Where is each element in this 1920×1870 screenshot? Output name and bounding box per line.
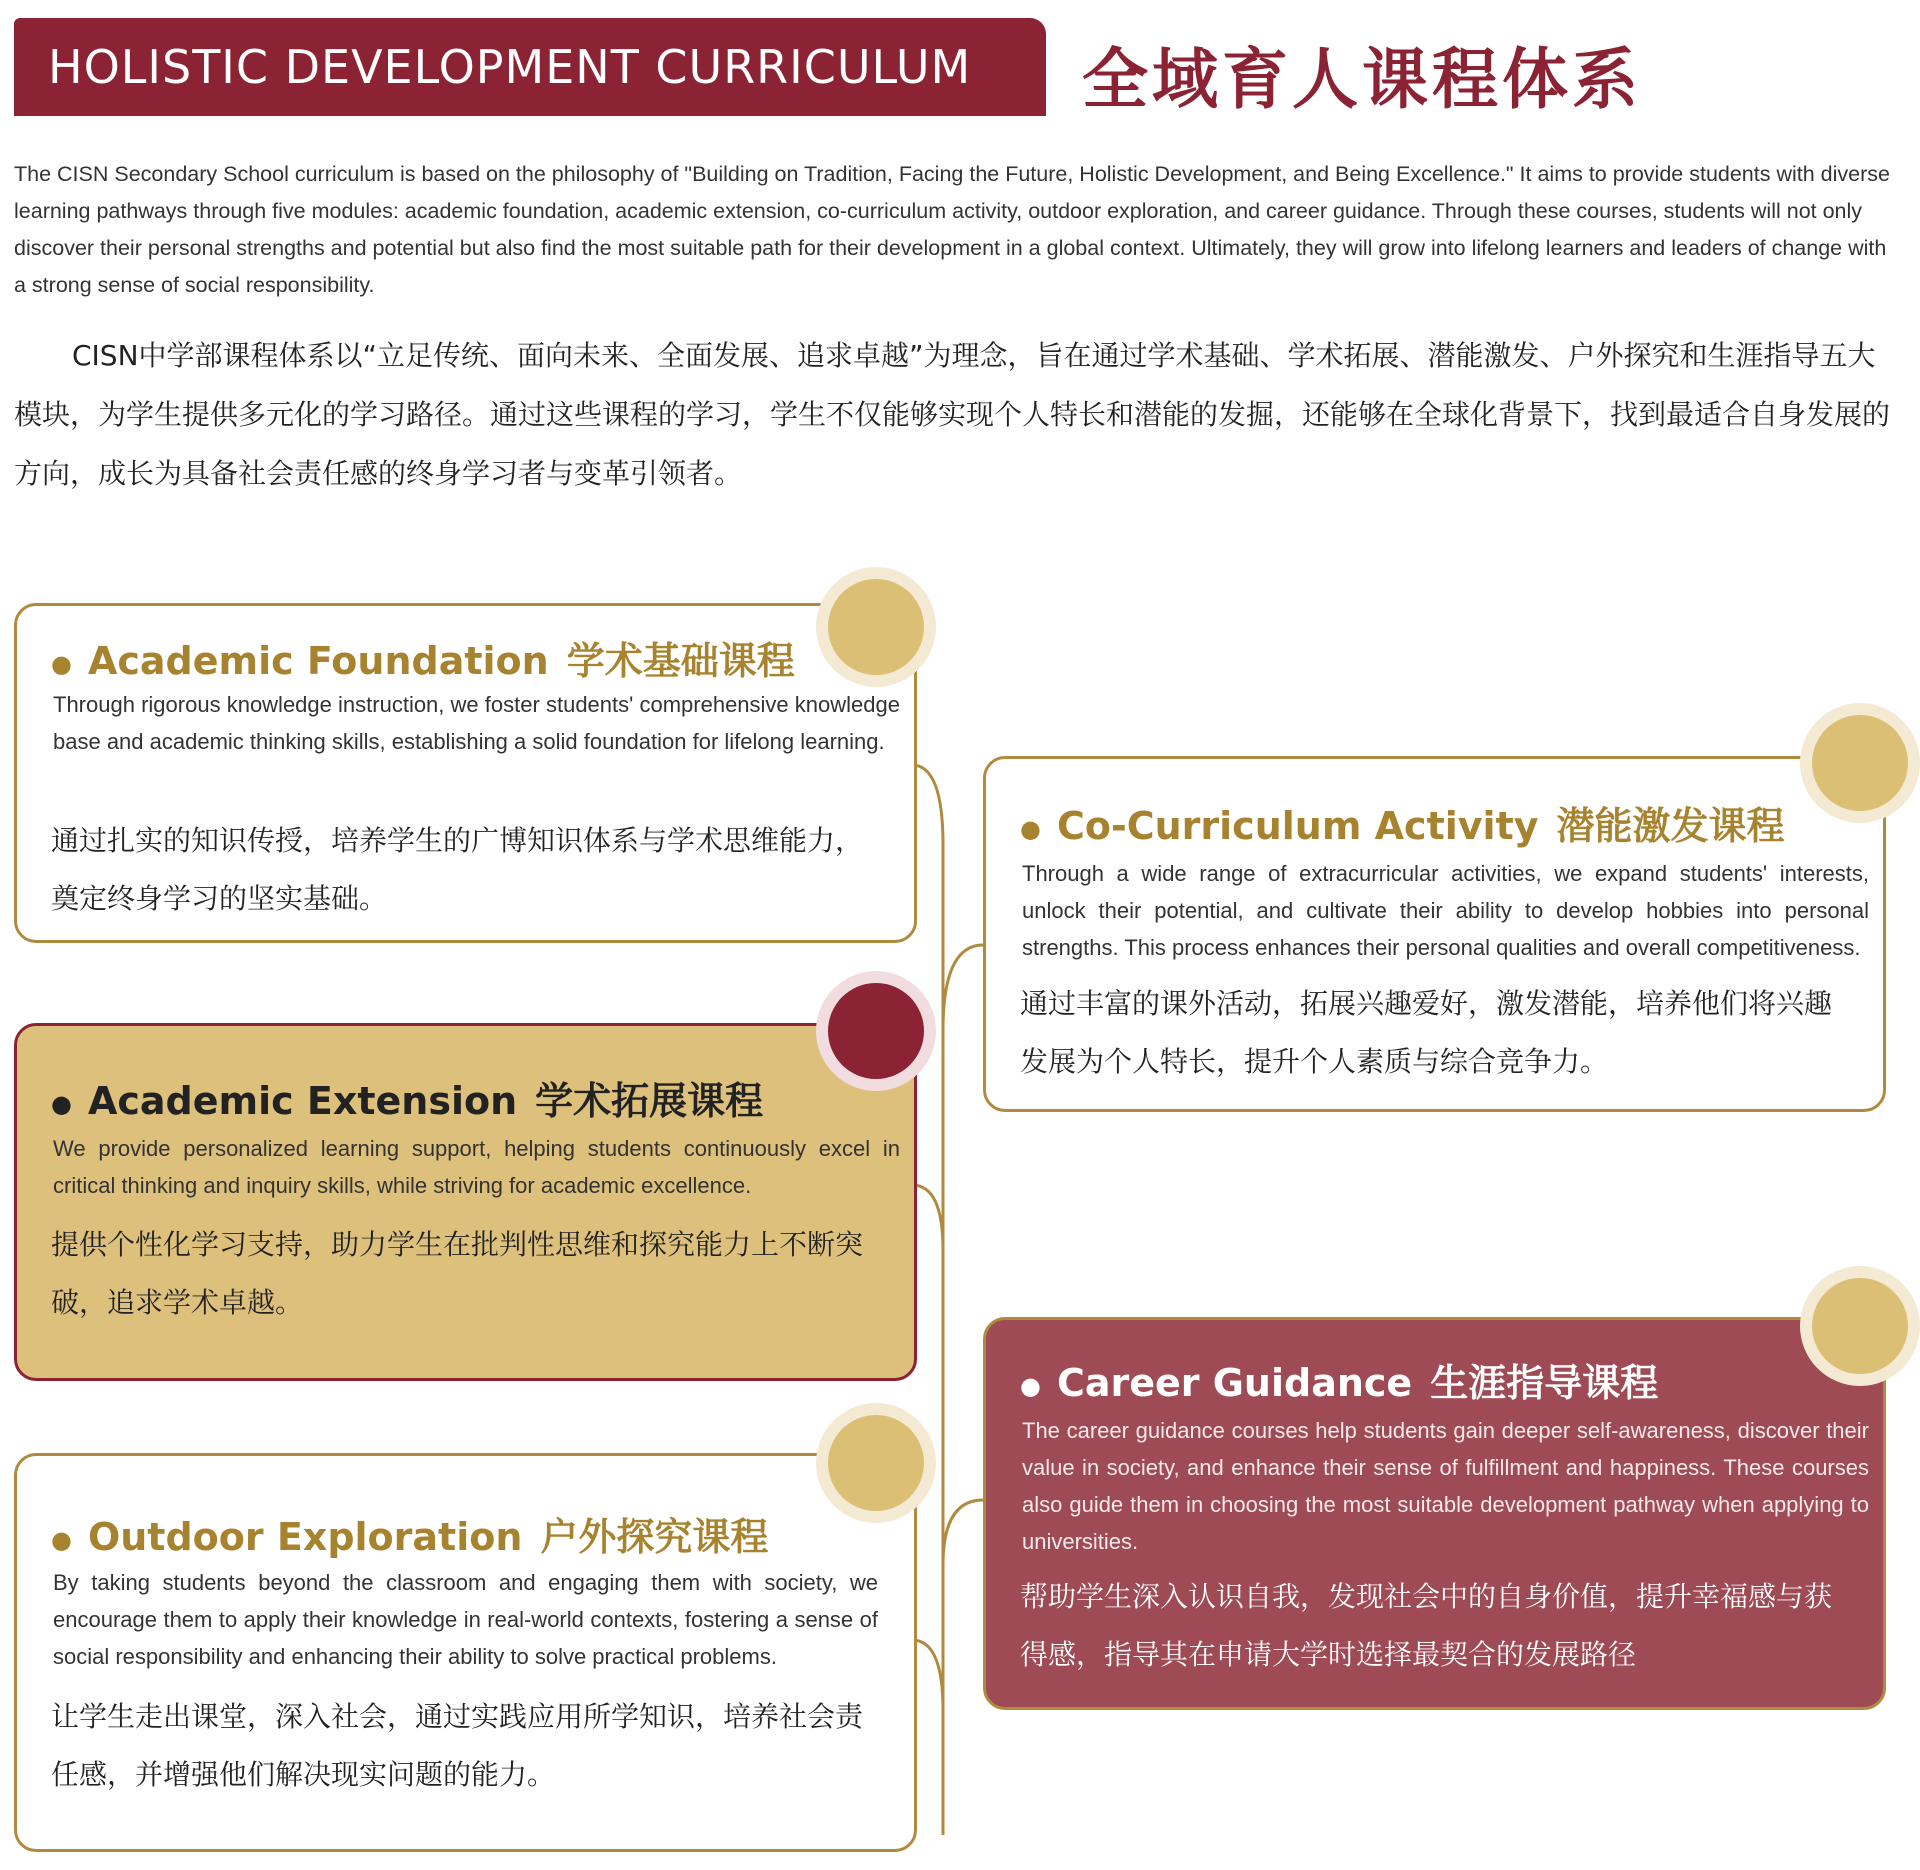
module-title bbox=[51, 1506, 768, 1561]
module-title-en: Co-Curriculum Activity bbox=[1056, 804, 1539, 848]
module-desc-cn: 通过扎实的知识传授，培养学生的广博知识体系与学术思维能力，奠定终身学习的坚实基础。 bbox=[51, 824, 864, 915]
module-card-outdoor-exploration bbox=[14, 1453, 917, 1852]
module-card-co-curriculum-activity bbox=[983, 756, 1886, 1112]
module-title-en: Academic Extension bbox=[87, 1079, 518, 1123]
module-title-en: Academic Foundation bbox=[87, 639, 549, 683]
circle-decoration-icon bbox=[816, 971, 936, 1091]
module-title-cn: 户外探究课程 bbox=[540, 1515, 769, 1559]
module-desc-en: Through rigorous knowledge instruction, we foster students' comprehensive knowledge base and academic thinking skills, establishing a solid foundation for lifelong learning. bbox=[53, 692, 900, 754]
module-card-career-guidance bbox=[983, 1317, 1886, 1710]
module-title-cn: 学术基础课程 bbox=[566, 639, 795, 683]
module-title bbox=[51, 1070, 763, 1125]
module-desc-en: By taking students beyond the classroom and engaging them with society, we encourage them to apply their knowledge in real-world contexts, fostering a sense of social responsibility and enhancing their ability to solve practical problems. bbox=[53, 1570, 878, 1669]
module-title-cn: 潜能激发课程 bbox=[1556, 804, 1785, 848]
circle-decoration-icon bbox=[816, 1403, 936, 1523]
intro-chinese: CISN中学部课程体系以“立足传统、面向未来、全面发展、追求卓越”为理念，旨在通过学术基础、学术拓展、潜能激发、户外探究和生涯指导五大模块，为学生提供多元化的学习路径。通过这些课程的学习，学生不仅能够实现个人特长和潜能的发掘，还能够在全球化背景下，找到最适合自身发展的方向，成长为具备社会责任感的终身学习者与变革引领者。 bbox=[14, 339, 1891, 490]
intro-english: The CISN Secondary School curriculum is based on the philosophy of "Building on Tradition, Facing the Future, Holistic Development, and Being Excellence." It aims to provide students with diverse learning pathways through five modules: academic foundation, academic extension, co-curriculum activity, outdoor exploration, and career guidance. Through these courses, students will not only discover their personal strengths and potential but also find the most suitable path for their development in a global context. Ultimately, they will grow into lifelong learners and leaders of change with a strong sense of social responsibility. bbox=[14, 162, 1890, 297]
bullet-icon: ● bbox=[51, 649, 72, 678]
page-title-en: HOLISTIC DEVELOPMENT CURRICULUM bbox=[48, 40, 972, 94]
bullet-icon: ● bbox=[51, 1525, 72, 1554]
module-desc-cn: 通过丰富的课外活动，拓展兴趣爱好，激发潜能，培养他们将兴趣发展为个人特长，提升个人素质与综合竞争力。 bbox=[1020, 987, 1833, 1078]
bullet-icon: ● bbox=[1020, 814, 1041, 843]
module-desc-cn: 让学生走出课堂，深入社会，通过实践应用所学知识，培养社会责任感，并增强他们解决现实问题的能力。 bbox=[51, 1700, 864, 1791]
circle-decoration-icon bbox=[816, 567, 936, 687]
bullet-icon: ● bbox=[1020, 1371, 1041, 1400]
circle-decoration-icon bbox=[1800, 703, 1920, 823]
module-card-academic-foundation bbox=[14, 603, 917, 943]
page-title-cn: 全域育人课程体系 bbox=[1082, 41, 1642, 118]
bullet-icon: ● bbox=[51, 1089, 72, 1118]
module-desc-en: The career guidance courses help students gain deeper self-awareness, discover their value in society, and enhance their sense of fulfillment and happiness. These courses also guide them in choosing the most suitable development pathway when applying to universities. bbox=[1022, 1418, 1869, 1554]
module-title bbox=[51, 630, 795, 685]
module-title bbox=[1020, 795, 1785, 850]
module-desc-en: Through a wide range of extracurricular activities, we expand students' interests, unlock their potential, and cultivate their ability to develop hobbies into personal strengths. This process enhances their personal qualities and overall competitiveness. bbox=[1022, 861, 1869, 960]
module-desc-cn: 帮助学生深入认识自我，发现社会中的自身价值，提升幸福感与获得感，指导其在申请大学时选择最契合的发展路径 bbox=[1020, 1580, 1833, 1671]
circle-decoration-icon bbox=[1800, 1266, 1920, 1386]
module-title-cn: 生涯指导课程 bbox=[1430, 1361, 1659, 1405]
module-card-academic-extension bbox=[14, 1023, 917, 1381]
module-desc-en: We provide personalized learning support, helping students continuously excel in critical thinking and inquiry skills, while striving for academic excellence. bbox=[53, 1136, 900, 1198]
module-title-en: Outdoor Exploration bbox=[87, 1515, 523, 1559]
module-title-en: Career Guidance bbox=[1056, 1361, 1413, 1405]
module-title bbox=[1020, 1352, 1658, 1407]
module-title-cn: 学术拓展课程 bbox=[535, 1079, 764, 1123]
module-desc-cn: 提供个性化学习支持，助力学生在批判性思维和探究能力上不断突破，追求学术卓越。 bbox=[51, 1228, 864, 1319]
